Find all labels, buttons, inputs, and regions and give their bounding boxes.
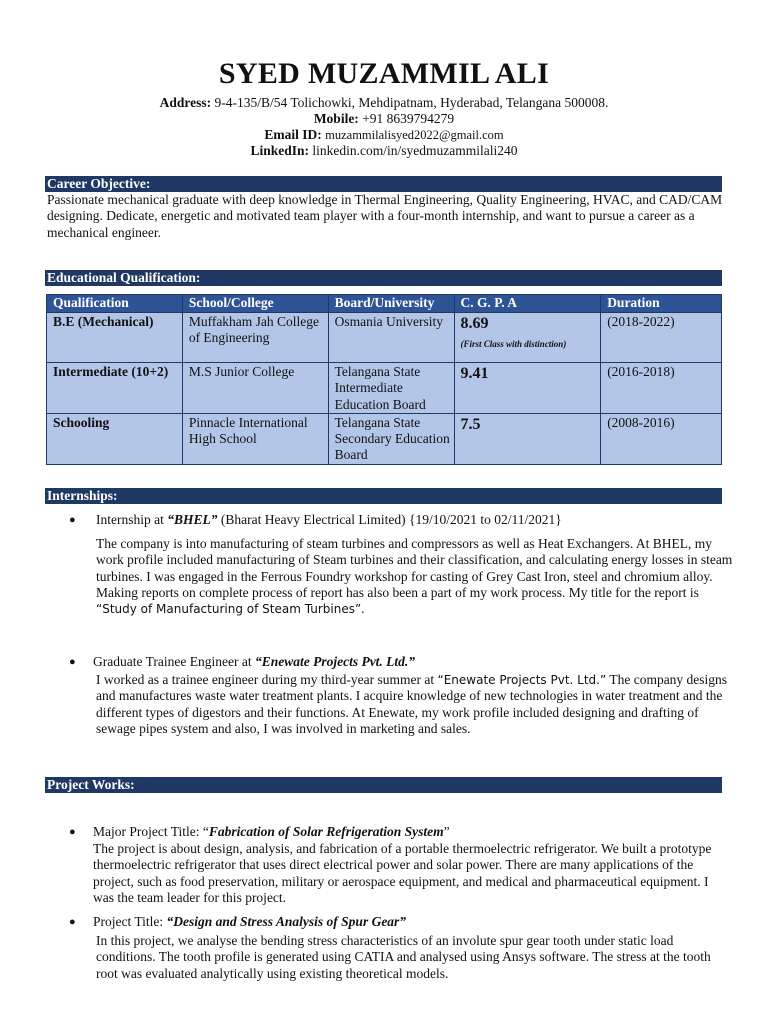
internship-title: Graduate Trainee Engineer at “Enewate Projects Pvt. Ltd.” xyxy=(93,654,416,669)
mobile-value: +91 8639794279 xyxy=(362,111,455,126)
bullet-icon: ● xyxy=(69,916,76,928)
cgpa-value: 8.69 xyxy=(460,315,489,332)
company-name: “BHEL” xyxy=(167,512,218,527)
cgpa-note: (First Class with distinction) xyxy=(460,339,567,349)
board-cell: Osmania University xyxy=(328,313,454,363)
col-board: Board/University xyxy=(328,295,454,313)
internship-title: Internship at “BHEL” (Bharat Heavy Electrical Limited) {19/10/2021 to 02/11/2021} xyxy=(96,512,562,527)
school-cell: Muffakham Jah College of Engineering xyxy=(182,313,328,363)
company-name: “Enewate Projects Pvt. Ltd.” xyxy=(254,654,416,669)
mobile-label: Mobile: xyxy=(313,111,359,126)
project-name: Fabrication of Solar Refrigeration System xyxy=(208,824,444,839)
address-value: 9-4-135/B/54 Tolichowki, Mehdipatnam, Hyderabad, Telangana 500008. xyxy=(214,95,609,110)
cgpa-cell xyxy=(454,313,601,363)
school-cell: M.S Junior College xyxy=(182,363,328,414)
cgpa-value: 9.41 xyxy=(460,365,489,382)
email-label: Email ID: xyxy=(264,127,322,142)
col-school: School/College xyxy=(182,295,328,313)
project-name: “Design and Stress Analysis of Spur Gear” xyxy=(166,914,407,929)
school-cell: Pinnacle International High School xyxy=(182,413,328,464)
table-row xyxy=(47,413,722,464)
projects-heading: Project Works: xyxy=(45,777,722,793)
board-cell: Telangana State Intermediate Education Board xyxy=(328,363,454,414)
address-label: Address: xyxy=(159,95,212,110)
education-table xyxy=(46,294,722,465)
career-objective-heading: Career Objective: xyxy=(45,176,722,192)
duration-cell: (2008-2016) xyxy=(601,413,722,464)
linkedin-link[interactable]: linkedin.com/in/syedmuzammilali240 xyxy=(312,143,518,158)
cgpa-value: 7.5 xyxy=(460,415,481,433)
mobile-line xyxy=(0,110,768,127)
email-link[interactable]: muzammilalisyed2022@gmail.com xyxy=(325,128,504,142)
project-description: In this project, we analyse the bending stress characteristics of an involute spur gear tooth under static load conditions. The tooth profile is generated using CATIA and analysed using Ansys software. The stress at the tooth root was evaluated analytically using existing theoretical models. xyxy=(96,933,711,981)
duration-cell: (2018-2022) xyxy=(601,313,722,363)
qualification-cell: Schooling xyxy=(47,413,183,464)
linkedin-line xyxy=(0,142,768,159)
project-title: Major Project Title: “Fabrication of Solar Refrigeration System” xyxy=(93,824,450,839)
col-duration: Duration xyxy=(601,295,722,313)
career-objective-text: Passionate mechanical graduate with deep knowledge in Thermal Engineering, Quality Engineering, HVAC, and CAD/CAM designing. Dedicate, energetic and motivated team player with a four-month internship, and want to pursue a career as a mechanical engineer. xyxy=(47,192,723,240)
table-row xyxy=(47,363,722,414)
col-qualification: Qualification xyxy=(47,295,183,313)
bullet-icon: ● xyxy=(69,514,76,526)
duration-cell: (2016-2018) xyxy=(601,363,722,414)
qualification-cell: Intermediate (10+2) xyxy=(47,363,183,414)
internship-description: I worked as a trainee engineer during my third-year summer at “Enewate Projects Pvt. Ltd.” The company designs and manufactures waste water treatment plants. I acquire knowledge of new technologies in water treatment and the different types of digestors and their functions. At Enewate, my work profile included designing and drafting of sewage pipes system and also, I was involved in marketing and sales. xyxy=(96,672,728,736)
report-title: “Study of Manufacturing of Steam Turbines” xyxy=(96,602,362,617)
board-cell: Telangana State Secondary Education Board xyxy=(328,413,454,464)
bullet-icon: ● xyxy=(69,826,76,838)
address-line xyxy=(0,94,768,111)
cgpa-cell xyxy=(454,413,601,464)
education-header-row xyxy=(47,295,722,313)
cgpa-cell xyxy=(454,363,601,414)
education-heading: Educational Qualification: xyxy=(45,270,722,286)
col-cgpa: C. G. P. A xyxy=(454,295,601,313)
project-title: Project Title: “Design and Stress Analysis of Spur Gear” xyxy=(93,914,407,929)
bullet-icon: ● xyxy=(69,656,76,668)
company-inline: “Enewate Projects Pvt. Ltd.” xyxy=(437,673,607,687)
internships-heading: Internships: xyxy=(45,488,722,504)
linkedin-label: LinkedIn: xyxy=(250,143,310,158)
candidate-name: SYED MUZAMMIL ALI xyxy=(218,57,550,90)
qualification-cell: B.E (Mechanical) xyxy=(47,313,183,363)
table-row xyxy=(47,313,722,363)
internship-description: The company is into manufacturing of steam turbines and compressors as well as Heat Exchangers. At BHEL, my work profile included manufacturing of Steam turbines and their classification, and calculating energy losses in steam turbines. I was engaged in the Ferrous Foundry workshop for casting of Grey Cast Iron, steel and chromium alloy. Making reports on complete process of report has also been a part of my work process. My title for the report is “Study of Manufacturing of Steam Turbines”. xyxy=(96,536,733,617)
project-description: The project is about design, analysis, and fabrication of a portable thermoelectric refrigerator. We built a prototype thermoelectric refrigerator that uses direct electrical power and solar power. There are many applications of the project, such as food preservation, military or aerospace equipment, and medical and pharmaceutical equipment. I was the team leader for this project. xyxy=(93,841,712,905)
